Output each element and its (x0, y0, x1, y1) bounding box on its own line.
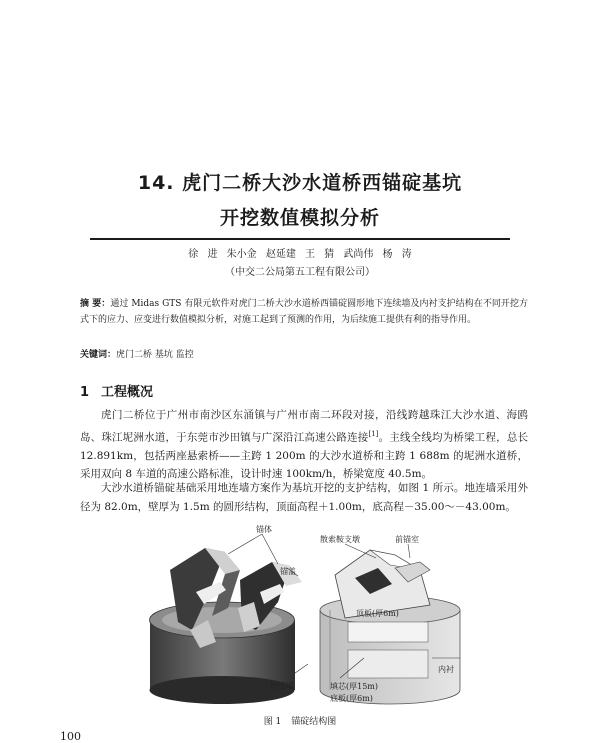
label-top-plate: 顶板(厚6m) (356, 609, 399, 618)
label-fill-core: 填芯(厚15m) (330, 682, 379, 691)
keywords-text: 虎门二桥 基坑 监控 (116, 350, 194, 360)
right-cutaway-model (320, 550, 460, 704)
keywords (80, 347, 194, 360)
title-rule (90, 238, 510, 240)
keywords-label: 关键词： (80, 350, 117, 360)
paragraph-2: 大沙水道桥锚碇基础采用地连墙方案作为基坑开挖的支护结构，如图 1 所示。地连墙采用外径为 82.0m，壁厚为 1.5m 的圆形结构，顶面高程＋1.00m，底高程－35.00～－43.00m。 (80, 482, 528, 513)
label-inner-lining: 内衬 (438, 665, 454, 674)
abstract-text: 通过 Midas GTS 有限元软件对虎门二桥大沙水道桥西锚碇圆形地下连续墙及内衬支护结构在不同开挖方式下的应力、应变进行数值模拟分析，对施工起到了预测的作用，为后续施工提供有利的指导作用。 (80, 299, 528, 325)
section-heading (80, 381, 165, 400)
paragraph-1 (80, 406, 528, 484)
label-anchor-body: 锚体 (256, 525, 272, 534)
label-front-anchor: 前锚室 (395, 535, 419, 544)
page-number: 100 (60, 730, 81, 743)
authors: 徐 进 朱小金 赵延建 王 猜 武尚伟 杨 涛 (188, 249, 412, 260)
paragraph-1-text: 虎门二桥位于广州市南沙区东涌镇与广州市南二环段对接，沿线跨越珠江大沙水道、海鸥岛、珠江坭洲水道，于东莞市沙田镇与广深沿江高速公路连接 (80, 409, 528, 443)
label-cap: 锚盖 (280, 567, 296, 576)
citation-ref: [1] (368, 429, 379, 438)
figure-caption-number: 图 1 (263, 717, 282, 727)
label-scatter-saddle: 散索鞍支墩 (320, 535, 360, 544)
section-number: 1 (80, 385, 90, 400)
abstract (80, 296, 528, 328)
section-title: 工程概况 (101, 385, 154, 400)
label-bottom-plate: 底板(厚6m) (330, 694, 373, 703)
abstract-label: 摘 要： (80, 299, 111, 309)
paper-title-line-1: 14. 虎门二桥大沙水道桥西锚碇基坑 (137, 172, 463, 194)
figure-caption (0, 714, 600, 727)
anchorage-figure (130, 525, 480, 710)
paragraph-1-cont: 。主线全线均为桥梁工程，总长 12.891km，包括两座悬索桥——主跨 1 200m 的大沙水道桥和主跨 1 688m 的坭洲水道桥，采用双向 8 车道的高速公路标准，设计时速 100km/h，桥梁宽度 40.5m。 (80, 431, 529, 480)
paper-title-line-2: 开挖数值模拟分析 (219, 207, 380, 229)
figure-caption-text: 锚碇结构图 (291, 717, 337, 727)
affiliation: （中交二公局第五工程有限公司） (225, 267, 375, 278)
label-diaphragm-wall: 地连墙 (270, 681, 294, 690)
